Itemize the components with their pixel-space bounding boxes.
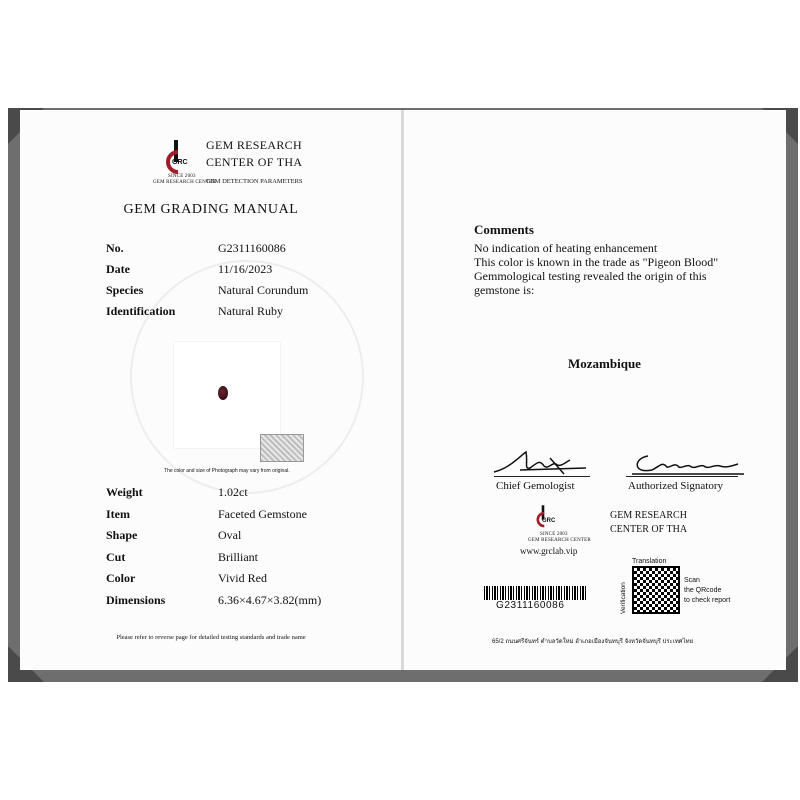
comments-heading: Comments (474, 222, 534, 237)
field-value-date: 11/16/2023 (218, 262, 273, 276)
authorized-signatory-signature (628, 448, 748, 478)
grc-logo-icon (156, 138, 196, 178)
scan-line-2: the QRcode (684, 587, 722, 594)
page-title: GEM GRADING MANUAL (123, 202, 299, 217)
footer-note: Please refer to reverse page for detailed testing standards and trade name (116, 634, 306, 641)
chief-gemologist-label: Chief Gemologist (496, 480, 575, 492)
field-label-weight: Weight (106, 485, 143, 499)
field-value-weight: 1.02ct (218, 485, 248, 499)
verification-label: Verification (620, 582, 627, 614)
address-line: 65/2 ถนนศรีจันทร์ ตำบลวัดใหม่ อำเภอเมืองจันทบุรี จังหวัดจันทบุรี ประเทศไทย (492, 639, 694, 645)
right-org-line2: CENTER OF THA (610, 524, 688, 535)
website-url: www.grclab.vip (520, 546, 578, 556)
right-org-line1: GEM RESEARCH (610, 510, 687, 521)
field-label-no: No. (106, 241, 124, 255)
barcode-number: G2311160086 (496, 600, 565, 611)
field-label-dimensions: Dimensions (106, 593, 166, 607)
barcode (484, 586, 588, 600)
sig-line-2 (626, 476, 738, 477)
logo-text: GRC (172, 159, 188, 166)
translation-label: Translation (632, 558, 667, 565)
grc-logo-small-icon (530, 502, 556, 532)
org-name-line2: CENTER OF THA (206, 155, 303, 169)
ruby-gem-image (218, 386, 228, 400)
comments-line-4: gemstone is: (474, 283, 535, 297)
origin-country: Mozambique (568, 356, 641, 371)
left-page (20, 110, 402, 670)
field-value-shape: Oval (218, 528, 242, 542)
gemstone-photo (174, 342, 280, 448)
authorized-signatory-label: Authorized Signatory (628, 480, 724, 492)
comments-line-3: Gemmological testing revealed the origin of this (474, 269, 707, 283)
comments-line-1: No indication of heating enhancement (474, 241, 658, 255)
hologram-sticker (260, 434, 304, 462)
field-label-item: Item (106, 507, 130, 521)
logo-small-text: GRC (542, 518, 556, 524)
logo-since: SINCE 2003 (168, 174, 196, 179)
field-label-species: Species (106, 283, 144, 297)
field-label-color: Color (106, 571, 136, 585)
field-label-cut: Cut (106, 550, 126, 564)
sig-line-1 (494, 476, 590, 477)
field-label-date: Date (106, 262, 130, 276)
field-value-cut: Brilliant (218, 550, 258, 564)
org-subtitle: GEM DETECTION PARAMETERS (206, 178, 303, 185)
logo-small-name: GEM RESEARCH CENTER (528, 538, 591, 543)
logo-small-since: SINCE 2003 (540, 532, 568, 537)
field-label-shape: Shape (106, 528, 138, 542)
logo-name: GEM RESEARCH CENTER (153, 180, 216, 185)
scan-line-1: Scan (684, 577, 700, 584)
field-value-dimensions: 6.36×4.67×3.82(mm) (218, 593, 322, 607)
right-page (404, 110, 786, 670)
scan-instructions (684, 576, 730, 606)
field-label-identification: Identification (106, 304, 176, 318)
photo-caption: The color and size of Photograph may vary from original. (164, 468, 290, 474)
field-value-species: Natural Corundum (218, 283, 309, 297)
comments-line-2: This color is known in the trade as "Pigeon Blood" (474, 255, 719, 269)
chief-gemologist-signature (490, 448, 590, 478)
org-name-line1: GEM RESEARCH (206, 138, 302, 152)
field-value-no: G2311160086 (218, 241, 286, 255)
field-value-color: Vivid Red (218, 571, 267, 585)
field-value-item: Faceted Gemstone (218, 507, 307, 521)
field-value-identification: Natural Ruby (218, 304, 283, 318)
scan-line-3: to check report (684, 597, 731, 604)
qr-code[interactable] (632, 566, 680, 614)
